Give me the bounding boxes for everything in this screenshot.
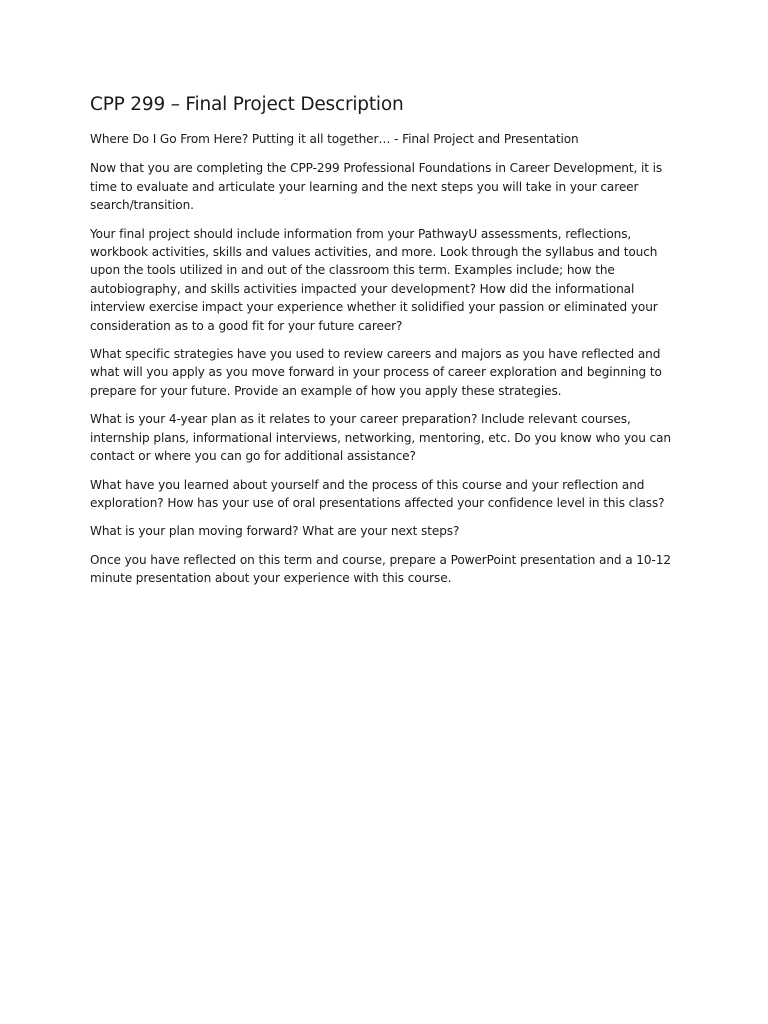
paragraph-next-steps: What is your plan moving forward? What are your next steps? bbox=[90, 524, 460, 539]
document-title: CPP 299 – Final Project Description bbox=[90, 94, 404, 115]
paragraph-strategies: What specific strategies have you used to review careers and majors as you have reflected and what will you apply as you move forward in your process of career exploration and beginning to prepare for your future. Provide an example of how you apply these strategies. bbox=[90, 347, 662, 398]
paragraph-intro: Now that you are completing the CPP-299 Professional Foundations in Career Development, it is time to evaluate and articulate your learning and the next steps you will take in your career search/transition. bbox=[90, 161, 663, 213]
paragraph-project-contents: Your final project should include information from your PathwayU assessments, reflections, workbook activities, skills and values activities, and more. Look through the syllabus and touch upon the tools utilized in and out of the classroom this term. Examples include; how the autobiography, and skills activities impacted your development? How did the informational interview exercise impact your experience whether it solidified your passion or eliminated your consideration as to a good fit for your future career? bbox=[90, 226, 658, 333]
paragraph-four-year-plan: What is your 4-year plan as it relates to your career preparation? Include relevant courses, internship plans, informational interviews, networking, mentoring, etc. Do you know who you can contact or where you can go for additional assistance? bbox=[90, 412, 671, 464]
document-subtitle: Where Do I Go From Here? Putting it all together… - Final Project and Presentation bbox=[90, 132, 579, 146]
paragraph-learned: What have you learned about yourself and the process of this course and your reflection and exploration? How has your use of oral presentations affected your confidence level in this class? bbox=[90, 477, 665, 510]
document-page bbox=[90, 93, 680, 598]
paragraph-presentation: Once you have reflected on this term and course, prepare a PowerPoint presentation and a 10-12 minute presentation about your experience with this course. bbox=[90, 552, 671, 586]
